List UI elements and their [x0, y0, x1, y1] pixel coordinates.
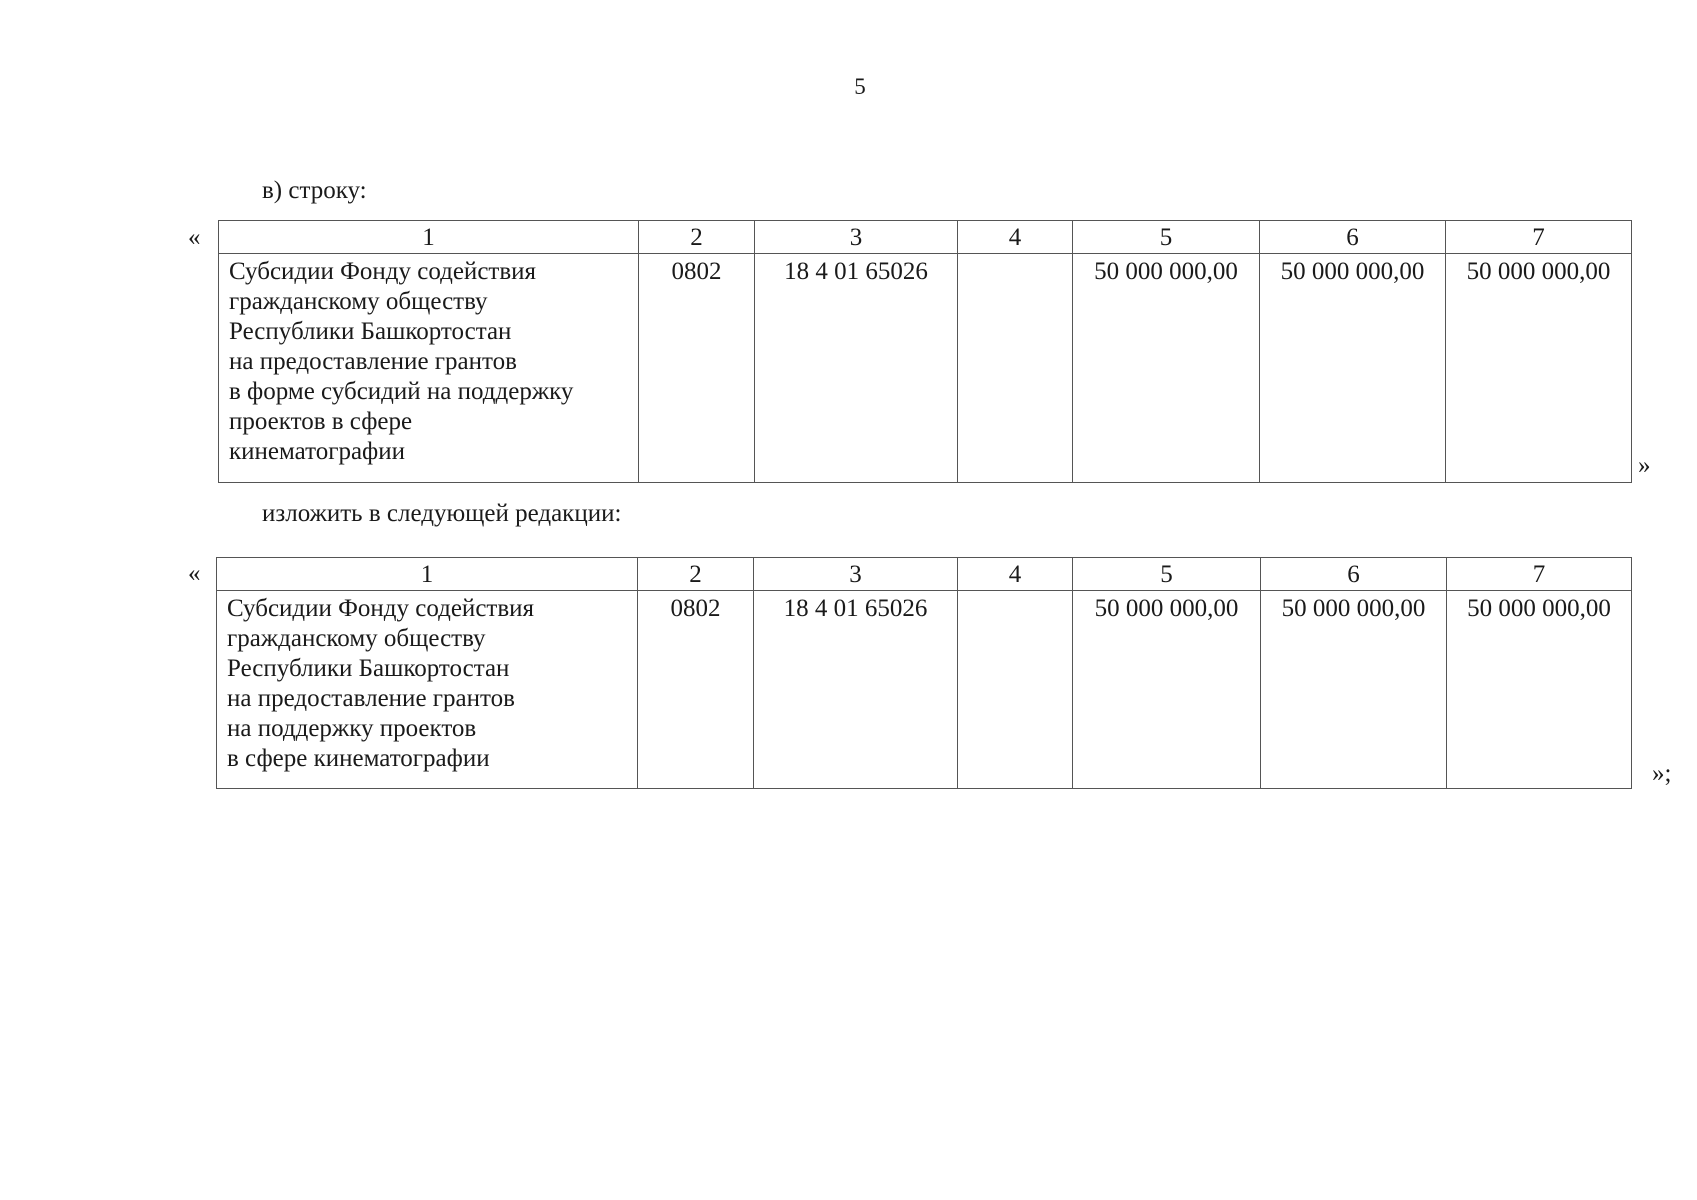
row-name-line: кинематографии: [229, 438, 406, 465]
row-name-line: в сфере кинематографии: [227, 745, 490, 772]
row-name-line: Республики Башкортостан: [229, 318, 512, 345]
table-header-row: [219, 221, 1632, 254]
column-header-4: 4: [958, 558, 1073, 591]
amount-cell-2: 50 000 000,00: [1261, 591, 1447, 789]
row-name-line: гражданскому обществу: [227, 625, 486, 652]
row-name-line: в форме субсидий на поддержку: [229, 378, 574, 405]
section-code-cell: 0802: [638, 591, 754, 789]
table-row: [219, 254, 1632, 483]
section-code-cell: 0802: [639, 254, 755, 483]
column-header-3: 3: [755, 221, 958, 254]
column-header-5: 5: [1073, 558, 1261, 591]
amount-cell-3: 50 000 000,00: [1447, 591, 1632, 789]
row-name-line: Республики Башкортостан: [227, 655, 510, 682]
new-row-table: [216, 557, 1632, 789]
row-name-line: Субсидии Фонду содействия: [229, 258, 537, 285]
column-header-7: 7: [1447, 558, 1632, 591]
row-name-line: на поддержку проектов: [227, 715, 477, 742]
column-header-1: 1: [219, 221, 639, 254]
row-name-line: проектов в сфере: [229, 408, 413, 435]
target-article-cell: 18 4 01 65026: [755, 254, 958, 483]
row-name-cell: [217, 591, 638, 789]
closing-quote-first: »: [1638, 452, 1651, 479]
amount-cell-1: 50 000 000,00: [1073, 591, 1261, 789]
opening-quote-first: «: [188, 224, 201, 251]
column-header-3: 3: [754, 558, 958, 591]
row-name-line: на предоставление грантов: [227, 685, 515, 712]
row-name-cell: [219, 254, 639, 483]
amount-cell-1: 50 000 000,00: [1073, 254, 1260, 483]
column-header-1: 1: [217, 558, 638, 591]
column-header-7: 7: [1446, 221, 1632, 254]
expense-type-cell: [958, 591, 1073, 789]
target-article-cell: 18 4 01 65026: [754, 591, 958, 789]
table-header-row: [217, 558, 1632, 591]
amount-cell-3: 50 000 000,00: [1446, 254, 1632, 483]
column-header-4: 4: [958, 221, 1073, 254]
column-header-6: 6: [1261, 558, 1447, 591]
row-name-line: на предоставление грантов: [229, 348, 517, 375]
column-header-2: 2: [639, 221, 755, 254]
column-header-2: 2: [638, 558, 754, 591]
transition-paragraph: изложить в следующей редакции:: [262, 500, 622, 527]
row-name-line: гражданскому обществу: [229, 288, 488, 315]
old-row-table: [218, 220, 1632, 483]
expense-type-cell: [958, 254, 1073, 483]
amount-cell-2: 50 000 000,00: [1260, 254, 1446, 483]
row-name-line: Субсидии Фонду содействия: [227, 595, 535, 622]
table-row: [217, 591, 1632, 789]
opening-quote-second: «: [188, 560, 201, 587]
page-number: 5: [854, 74, 866, 99]
intro-paragraph: в) строку:: [262, 177, 367, 204]
column-header-5: 5: [1073, 221, 1260, 254]
column-header-6: 6: [1260, 221, 1446, 254]
closing-quote-second: »;: [1652, 760, 1672, 787]
